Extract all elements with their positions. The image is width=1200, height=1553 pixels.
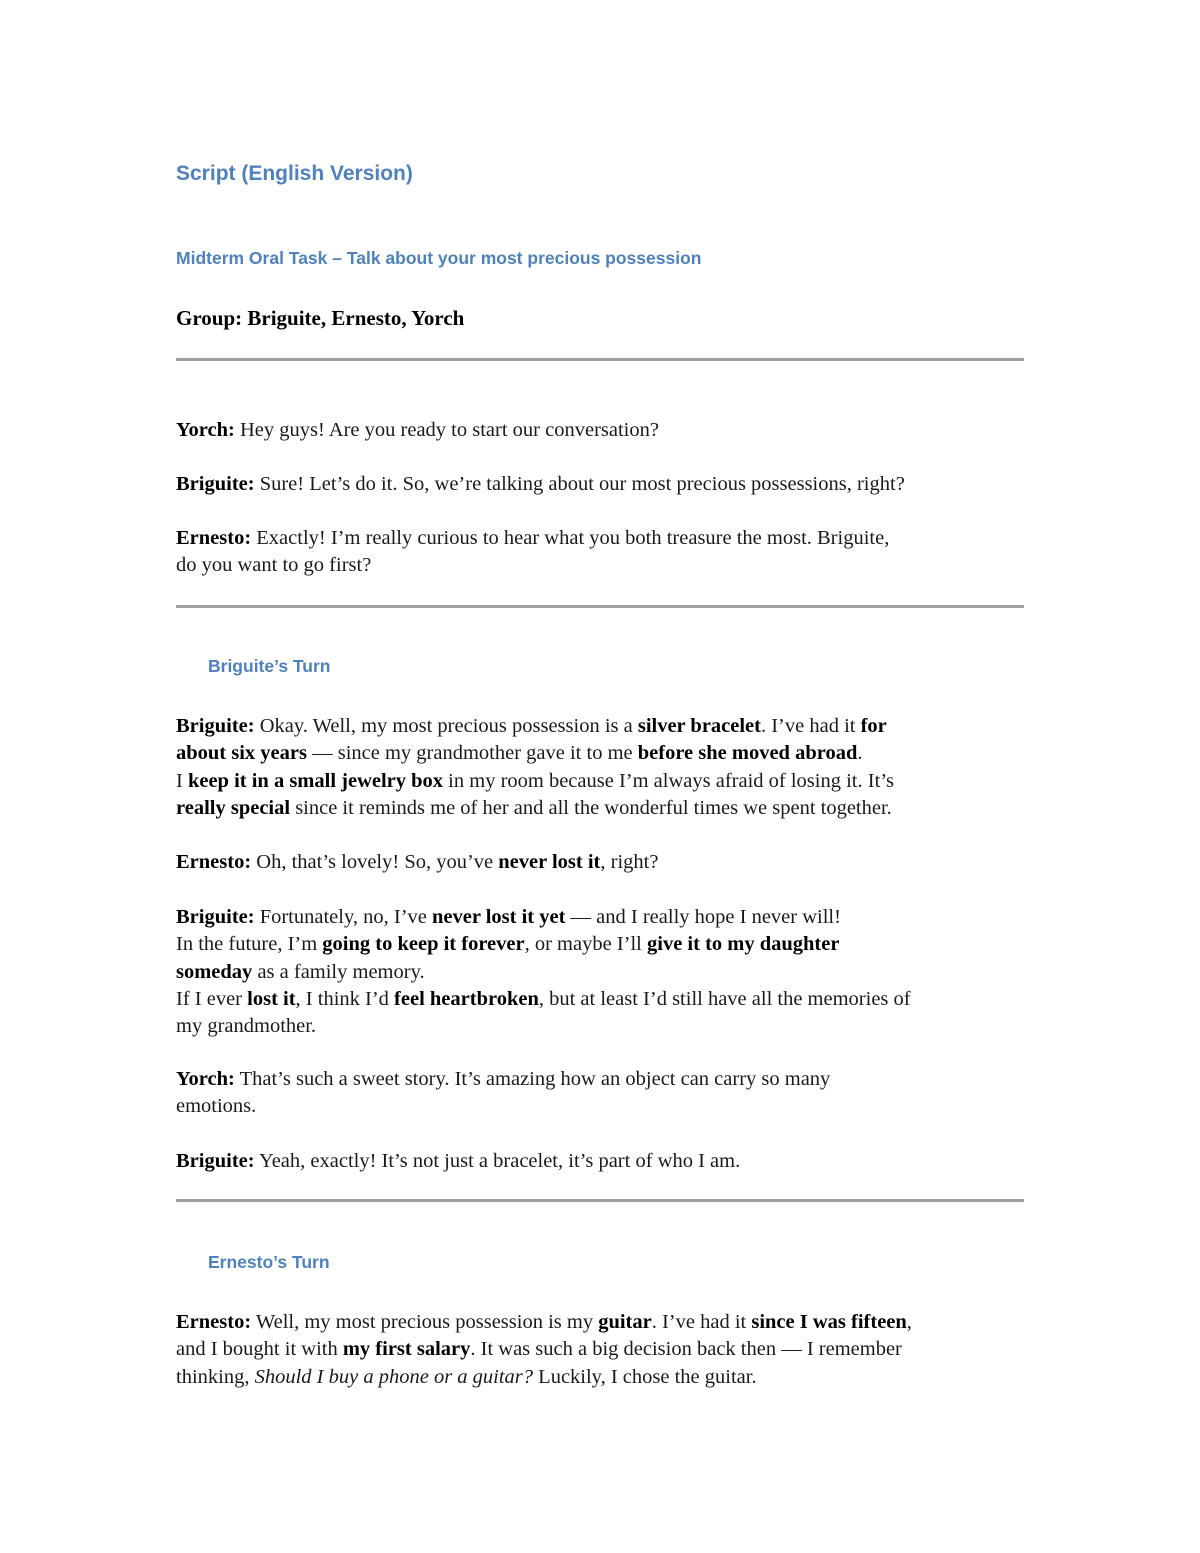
section-divider: [176, 358, 1024, 361]
section-divider: [176, 1199, 1024, 1202]
speaker-name: Briguite:: [176, 473, 255, 495]
section-heading: Briguite’s Turn: [208, 656, 331, 676]
speaker-name: Briguite:: [176, 1150, 255, 1172]
dialogue-line: Yorch: Hey guys! Are you ready to start our conversation?: [176, 419, 659, 441]
dialogue-line: Briguite: Okay. Well, my most precious possession is a silver bracelet. I’ve had it for about six years — since my grandmother gave it to me before she moved abroad. I keep it in a small jewelry box in my room because I’m always afraid of losing it. It’s really special since it reminds me of her and all the wonderful times we spent together.: [176, 715, 894, 819]
dialogue-line: Ernesto: Exactly! I’m really curious to hear what you both treasure the most. Briguite, do you want to go first?: [176, 527, 890, 577]
speaker-name: Ernesto:: [176, 851, 252, 873]
dialogue-line: Ernesto: Well, my most precious possession is my guitar. I’ve had it since I was fifteen, and I bought it with my first salary. It was such a big decision back then — I remember thinking, Should I buy a phone or a guitar? Luckily, I chose the guitar.: [176, 1311, 912, 1388]
document-title: Script (English Version): [176, 162, 413, 185]
section-heading: Ernesto’s Turn: [208, 1252, 330, 1272]
dialogue-line: Briguite: Yeah, exactly! It’s not just a bracelet, it’s part of who I am.: [176, 1150, 741, 1172]
speaker-name: Ernesto:: [176, 1311, 252, 1333]
speaker-name: Ernesto:: [176, 527, 252, 549]
speaker-name: Yorch:: [176, 1068, 235, 1090]
dialogue-line: Yorch: That’s such a sweet story. It’s amazing how an object can carry so many emotions.: [176, 1068, 831, 1118]
speaker-name: Briguite:: [176, 715, 255, 737]
section-divider: [176, 605, 1024, 608]
dialogue-line: Briguite: Fortunately, no, I’ve never lost it yet — and I really hope I never will! In the future, I’m going to keep it forever, or maybe I’ll give it to my daughter someday as a family memory. If I ever lost it, I think I’d feel heartbroken, but at least I’d still have all the memories of my grandmother.: [176, 906, 911, 1038]
speaker-name: Yorch:: [176, 419, 235, 441]
group-members: Group: Briguite, Ernesto, Yorch: [176, 306, 465, 330]
dialogue-line: Ernesto: Oh, that’s lovely! So, you’ve never lost it, right?: [176, 851, 659, 873]
document-subtitle: Midterm Oral Task – Talk about your most precious possession: [176, 248, 702, 268]
dialogue-line: Briguite: Sure! Let’s do it. So, we’re talking about our most precious possessions, right?: [176, 473, 905, 495]
speaker-name: Briguite:: [176, 906, 255, 928]
